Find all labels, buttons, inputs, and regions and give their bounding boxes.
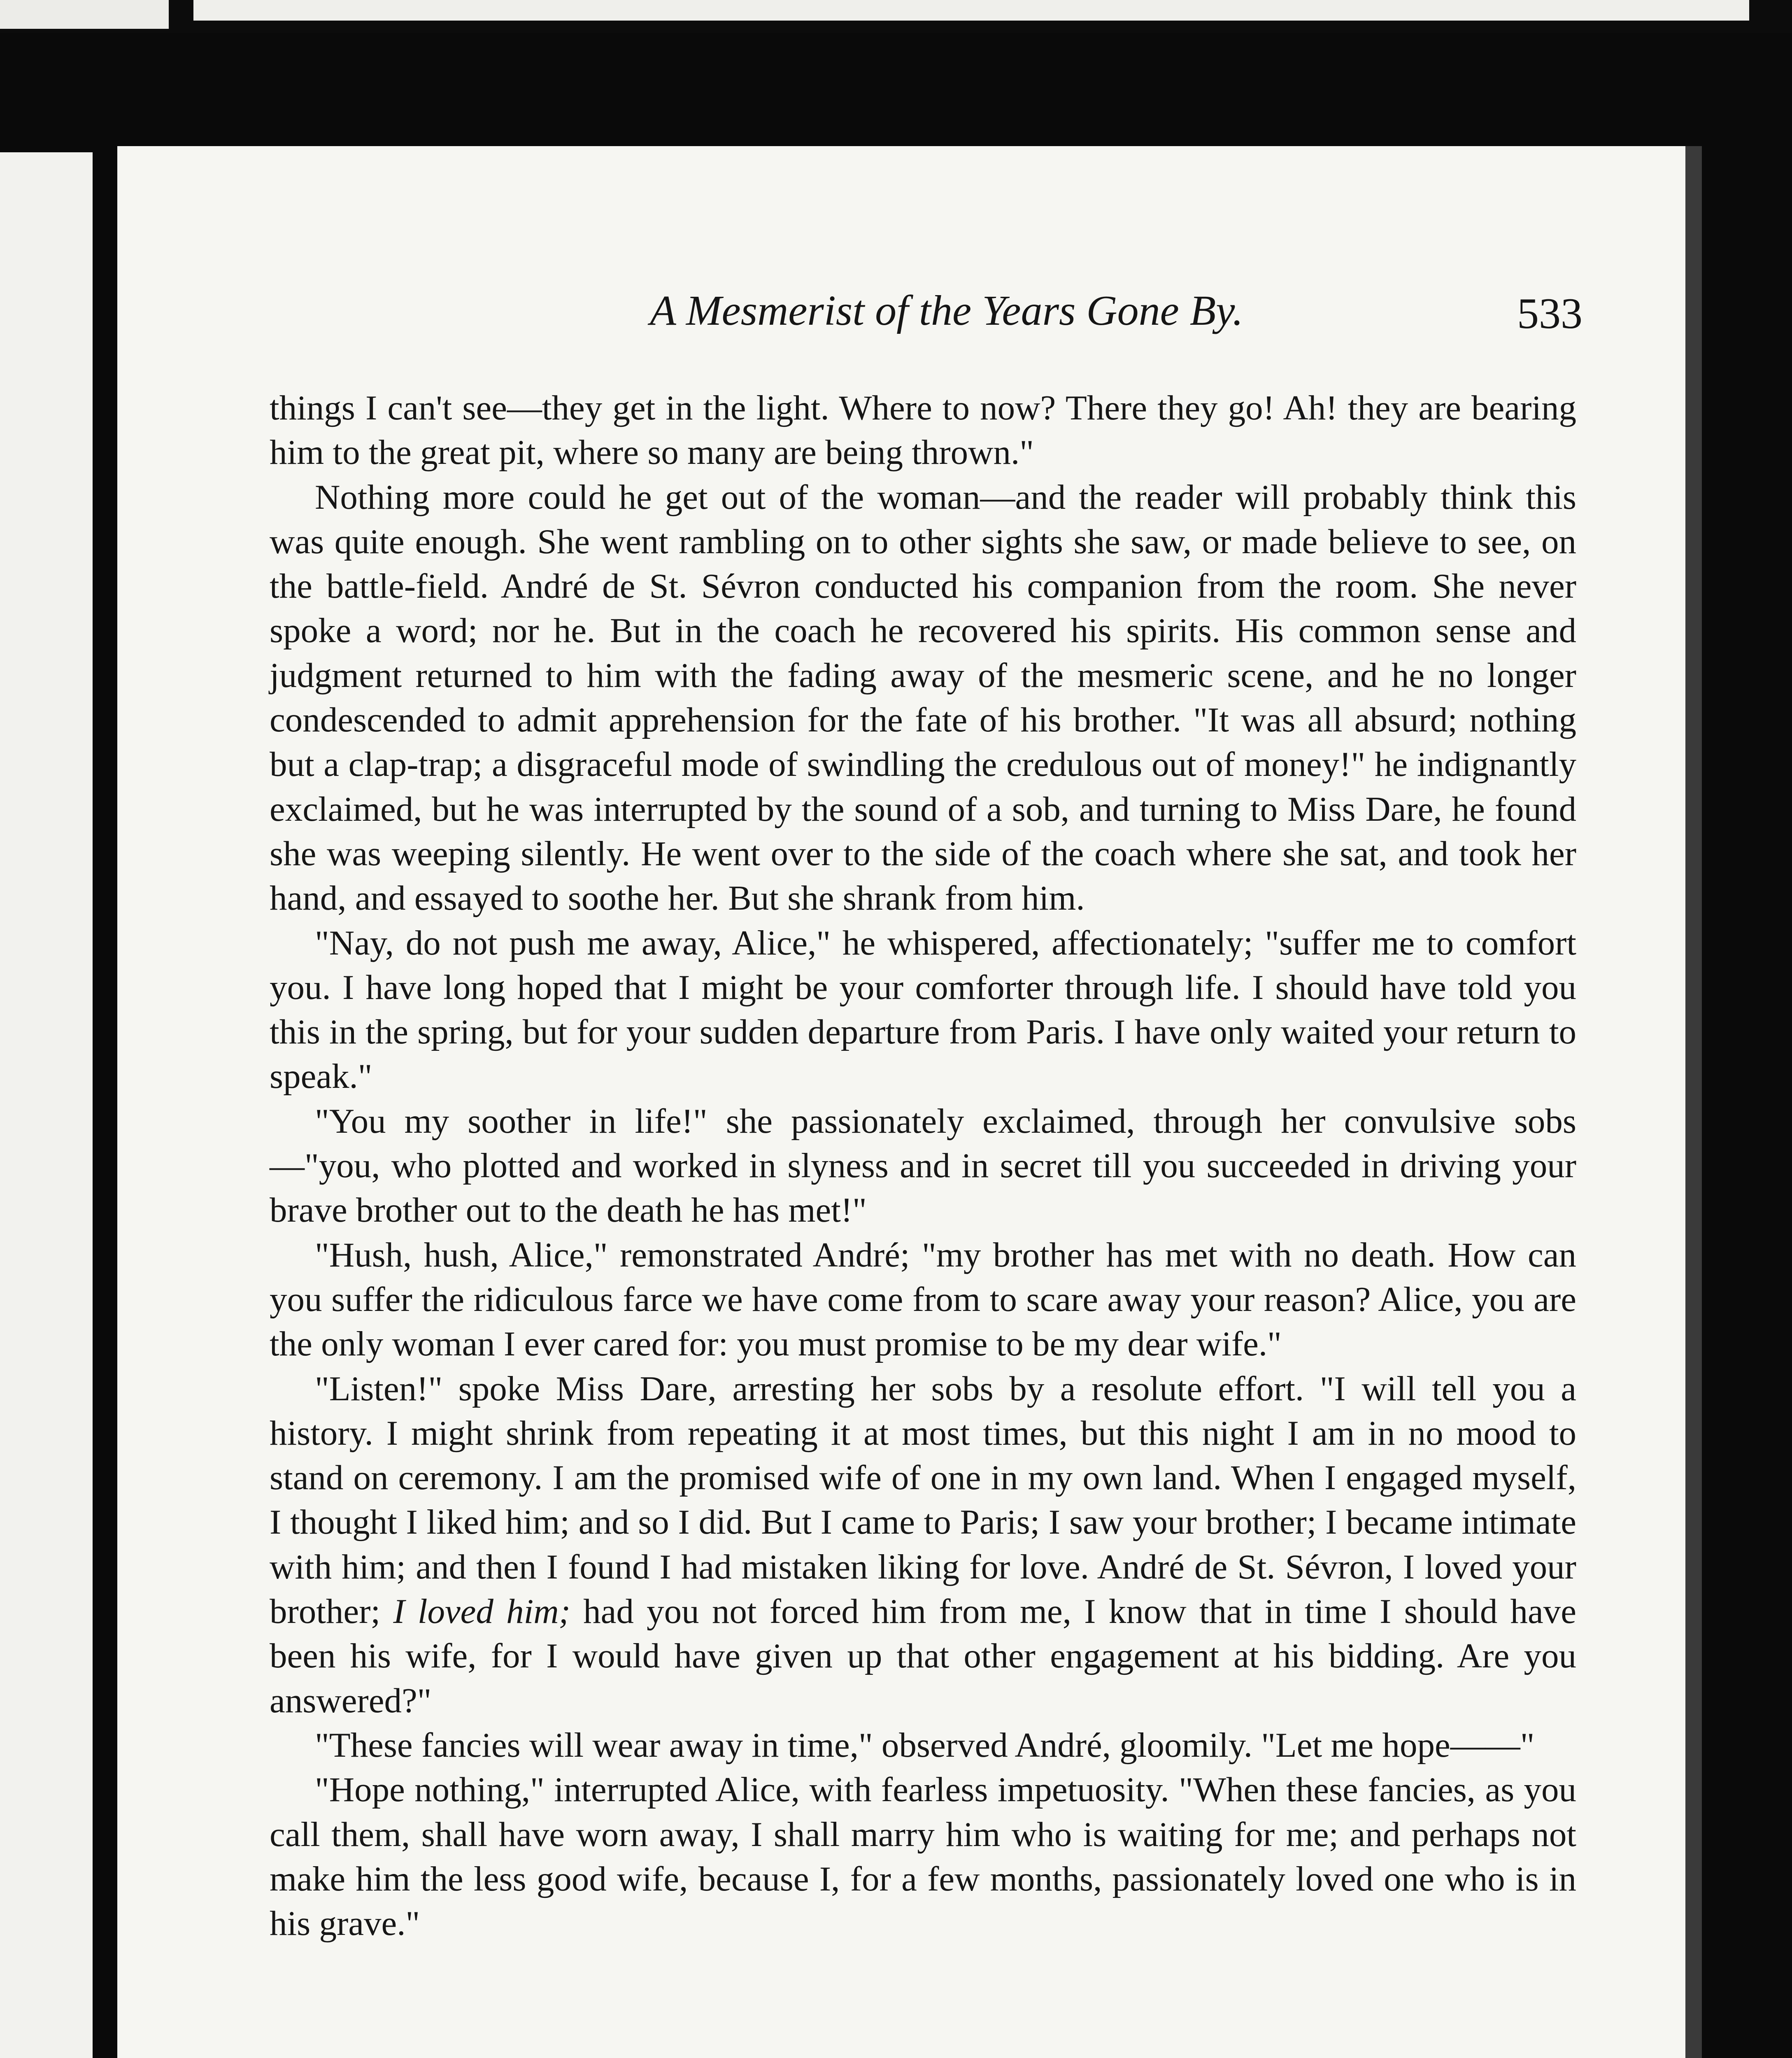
paragraph: "Hush, hush, Alice," remonstrated André; "my brother has met with no death. How can you suffer the ridiculous farce we have come from to scare away your reason? Alice, you are the only woman I ever cared for: you must promise to be my dear wife.": [270, 1235, 1576, 1364]
body-text: [270, 386, 1576, 1946]
paragraph: "Nay, do not push me away, Alice," he whispered, affectionately; "suffer me to comfort you. I have long hoped that I might be your comforter through life. I should have told you this in the spring, but for your sudden departure from Paris. I have only waited your return to speak.": [270, 923, 1576, 1096]
paragraph: "These fancies will wear away in time," observed André, gloomily. "Let me hope——": [315, 1725, 1535, 1765]
paragraph-text: had you not forced him from me, I know that in time I should have been his wife, for I would have given up that other engagement at his bidding. Are you answered?": [270, 1592, 1577, 1720]
paragraph: "Hope nothing," interrupted Alice, with fearless impetuosity. "When these fancies, as you call them, shall have worn away, I shall marry him who is waiting for me; and perhaps not make him the less good wife, because I, for a few months, passionately loved one who is in his grave.": [270, 1770, 1576, 1943]
running-title: A Mesmerist of the Years Gone By.: [650, 287, 1243, 334]
paragraph: "You my soother in life!" she passionately exclaimed, through her convulsive sobs—"you, who plotted and worked in slyness and in secret till you succeeded in driving your brave brother out to the death he has met!": [270, 1101, 1576, 1230]
adjacent-page-edge: [193, 0, 1749, 21]
paragraph: things I can't see—they get in the light. Where to now? There they go! Ah! they are bearing him to the great pit, where so many are being thrown.": [270, 389, 1576, 472]
paragraph: Nothing more could he get out of the woman—and the reader will probably think this was quite enough. She went rambling on to other sights she saw, or made believe to see, on the battle-field. André de St. Sévron conducted his companion from the room. She never spoke a word; nor he. But in the coach he recovered his spirits. His common sense and judgment returned to him with the fading away of the mesmeric scene, and he no longer condescended to admit apprehension for the fate of his brother. "It was all absurd; nothing but a clap-trap; a disgraceful mode of swindling the credulous out of money!" he indignantly exclaimed, but he was interrupted by the sound of a sob, and turning to Miss Dare, he found she was weeping silently. He went over to the side of the coach where she sat, and took her hand, and essayed to soothe her. But she shrank from him.: [270, 477, 1576, 918]
left-page-edge: [0, 152, 93, 2058]
page-edge-shadow: [1685, 146, 1702, 2058]
paragraph-text: "Listen!" spoke Miss Dare, arresting her sobs by a resolute effort. "I will tell you a history. I might shrink from repeating it at most times, but this night I am in no mood to stand on ceremony. I am the promised wife of one in my own land. When I engaged myself, I thought I liked him; and so I did. But I came to Paris; I saw your brother; I became intimate with him; and then I found I had mistaken liking for love. André de St. Sévron, I loved your brother;: [270, 1369, 1576, 1631]
italic-emphasis: I loved him;: [393, 1592, 570, 1631]
page-number: 533: [1517, 289, 1583, 338]
paragraph: [270, 1367, 1576, 1723]
page-header: [117, 286, 1583, 356]
book-page: [117, 146, 1685, 2058]
adjacent-page-edge: [0, 0, 169, 29]
